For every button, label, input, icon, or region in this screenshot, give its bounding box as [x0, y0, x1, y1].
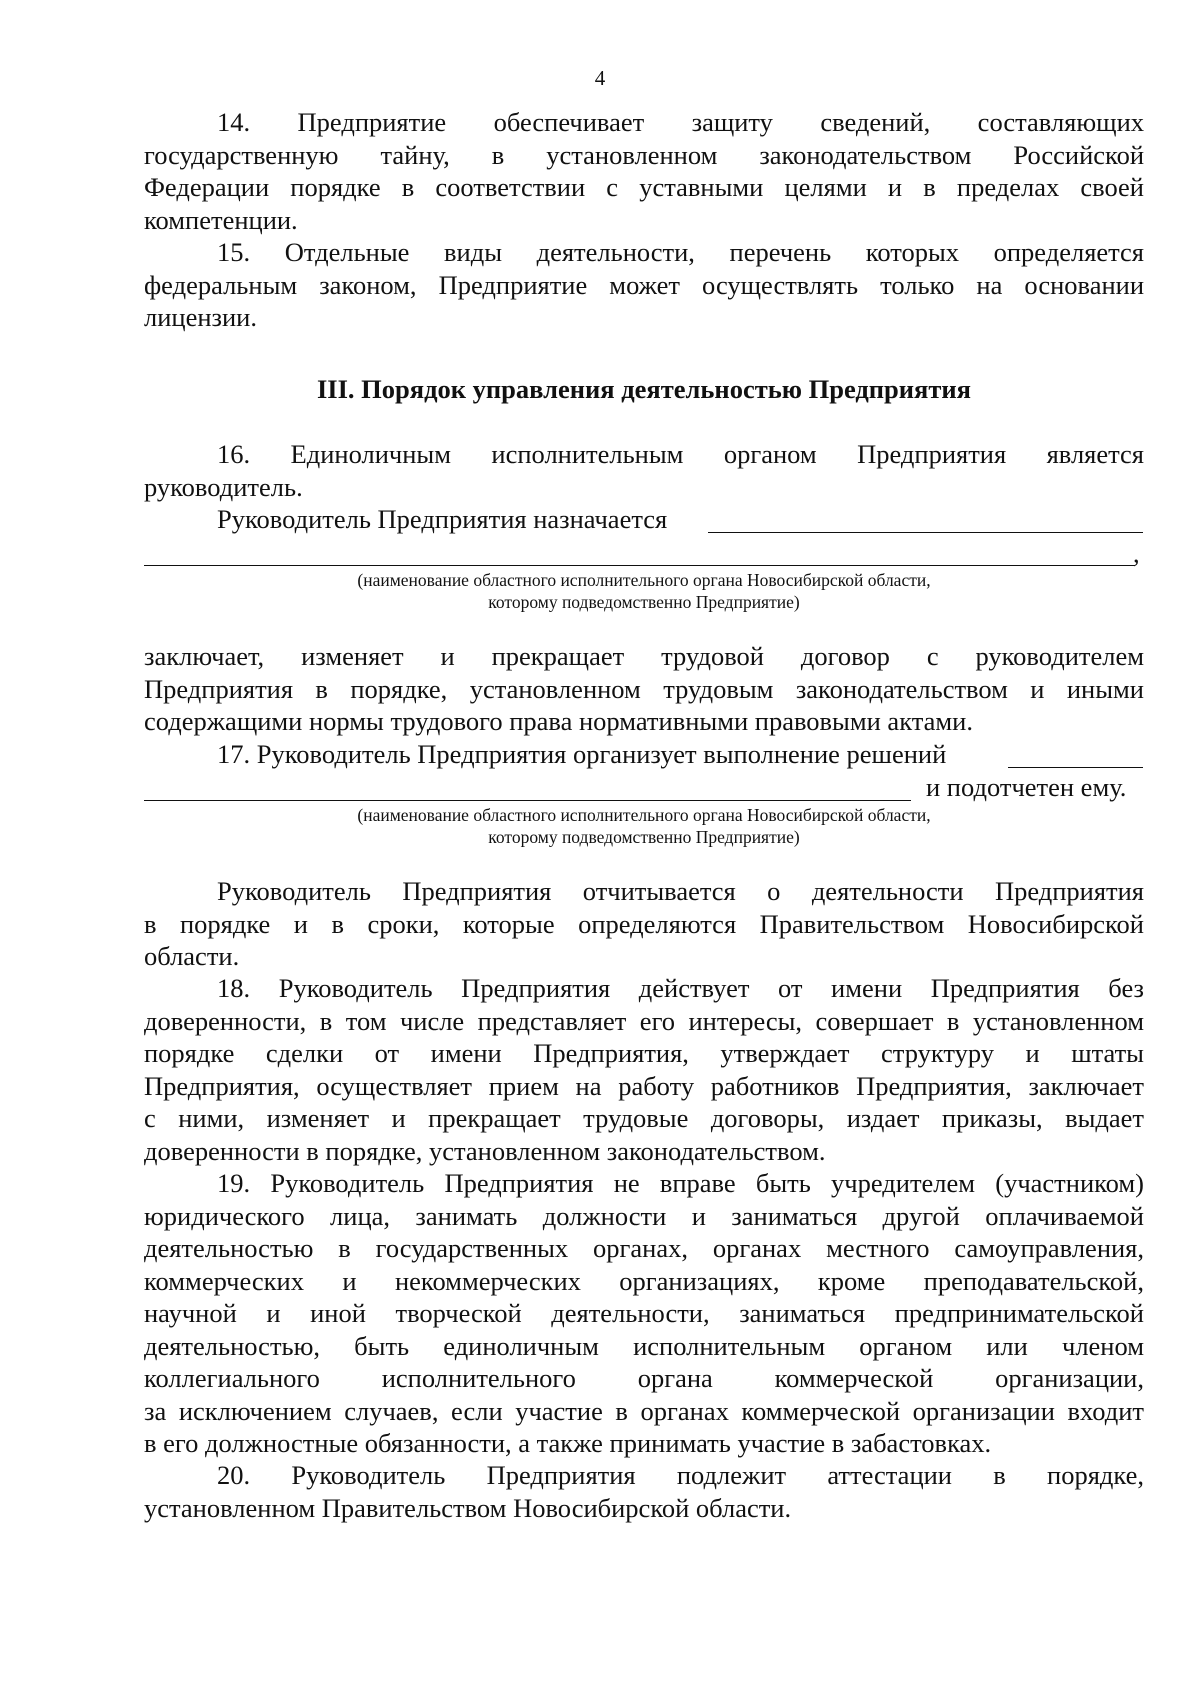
paragraph-line: доверенности в порядке, установленном законодательством. — [144, 1135, 826, 1166]
paragraph-line: федеральным законом, Предприятие может осуществлять только на основании — [144, 269, 1144, 300]
paragraph-line: Предприятия в порядке, установленном трудовым законодательством и иными — [144, 673, 1144, 704]
paragraph-line: доверенности, в том числе представляет его интересы, совершает в установленном — [144, 1005, 1144, 1036]
caption-line: (наименование областного исполнительного органа Новосибирской области, — [357, 570, 931, 590]
paragraph-line: Предприятия, осуществляет прием на работу работников Предприятия, заключает — [144, 1070, 1144, 1101]
paragraph-line: юридического лица, занимать должности и заниматься другой оплачиваемой — [144, 1200, 1144, 1231]
paragraph-19 — [144, 1167, 1144, 1460]
paragraph-line: научной и иной творческой деятельности, заниматься предпринимательской — [144, 1298, 1144, 1328]
paragraph-line: 20. Руководитель Предприятия подлежит аттестации в порядке, — [217, 1460, 1144, 1490]
paragraph-18 — [144, 972, 1144, 1167]
caption-authority — [144, 804, 1144, 848]
paragraph-line: коммерческих и некоммерческих организациях, кроме преподавательской, — [144, 1265, 1144, 1296]
fill-comma: , — [1133, 538, 1140, 568]
paragraph-line: Федерации порядке в соответствии с уставными целями и в пределах своей — [144, 172, 1144, 202]
paragraph-line: 19. Руководитель Предприятия не вправе быть учредителем (участником) — [217, 1168, 1144, 1198]
paragraph-line: руководитель. — [144, 471, 303, 502]
fill-line — [144, 800, 911, 801]
paragraph-20 — [144, 1459, 1144, 1524]
paragraph-line: с ними, изменяет и прекращает трудовые договоры, издает приказы, выдает — [144, 1103, 1144, 1133]
paragraph-line: в его должностные обязанности, а также принимать участие в забастовках. — [144, 1428, 992, 1458]
paragraph-16 — [144, 438, 1144, 503]
paragraph-15 — [144, 236, 1144, 334]
paragraph-line: коллегиального исполнительного органа коммерческой организации, — [144, 1363, 1144, 1393]
appointed-by-label: Руководитель Предприятия назначается — [217, 504, 668, 534]
page-number: 4 — [594, 66, 606, 90]
fill-line — [708, 532, 1143, 533]
paragraph-16-continued — [144, 640, 1144, 738]
fill-line — [144, 565, 1135, 566]
paragraph-line: порядке сделки от имени Предприятия, утверждает структуру и штаты — [144, 1038, 1144, 1068]
paragraph-17-end: и подотчетен ему. — [926, 772, 1127, 802]
fill-line — [1008, 767, 1143, 768]
paragraph-line: лицензии. — [144, 302, 257, 332]
paragraph-line: деятельностью в государственных органах, органах местного самоуправления, — [144, 1233, 1144, 1263]
paragraph-line: установленном Правительством Новосибирской области. — [144, 1492, 792, 1523]
paragraph-line: 15. Отдельные виды деятельности, перечень которых определяется — [217, 237, 1144, 267]
paragraph-line: деятельностью, быть единоличным исполнительным органом или членом — [144, 1330, 1144, 1361]
paragraph-17-report — [144, 875, 1144, 973]
paragraph-line: компетенции. — [144, 204, 298, 235]
paragraph-line: 16. Единоличным исполнительным органом Предприятия является — [217, 439, 1144, 469]
paragraph-line: заключает, изменяет и прекращает трудовой договор с руководителем — [144, 641, 1144, 671]
caption-line: которому подведомственно Предприятие) — [488, 592, 800, 612]
section-heading: III. Порядок управления деятельностью Предприятия — [316, 374, 972, 404]
paragraph-line: 14. Предприятие обеспечивает защиту сведений, составляющих — [217, 107, 1144, 137]
paragraph-line: Руководитель Предприятия отчитывается о деятельности Предприятия — [217, 876, 1144, 906]
paragraph-line: государственную тайну, в установленном законодательством Российской — [144, 139, 1144, 170]
paragraph-line: содержащими нормы трудового права нормативными правовыми актами. — [144, 706, 973, 736]
caption-line: которому подведомственно Предприятие) — [488, 827, 800, 847]
caption-line: (наименование областного исполнительного органа Новосибирской области, — [357, 805, 931, 825]
paragraph-line: 18. Руководитель Предприятия действует от имени Предприятия без — [217, 973, 1144, 1003]
paragraph-17-start: 17. Руководитель Предприятия организует выполнение решений — [217, 739, 947, 769]
paragraph-14 — [144, 106, 1144, 236]
paragraph-line: в порядке и в сроки, которые определяются Правительством Новосибирской — [144, 908, 1144, 939]
caption-authority — [144, 569, 1144, 613]
paragraph-line: за исключением случаев, если участие в органах коммерческой организации входит — [144, 1395, 1144, 1426]
paragraph-line: области. — [144, 941, 240, 971]
